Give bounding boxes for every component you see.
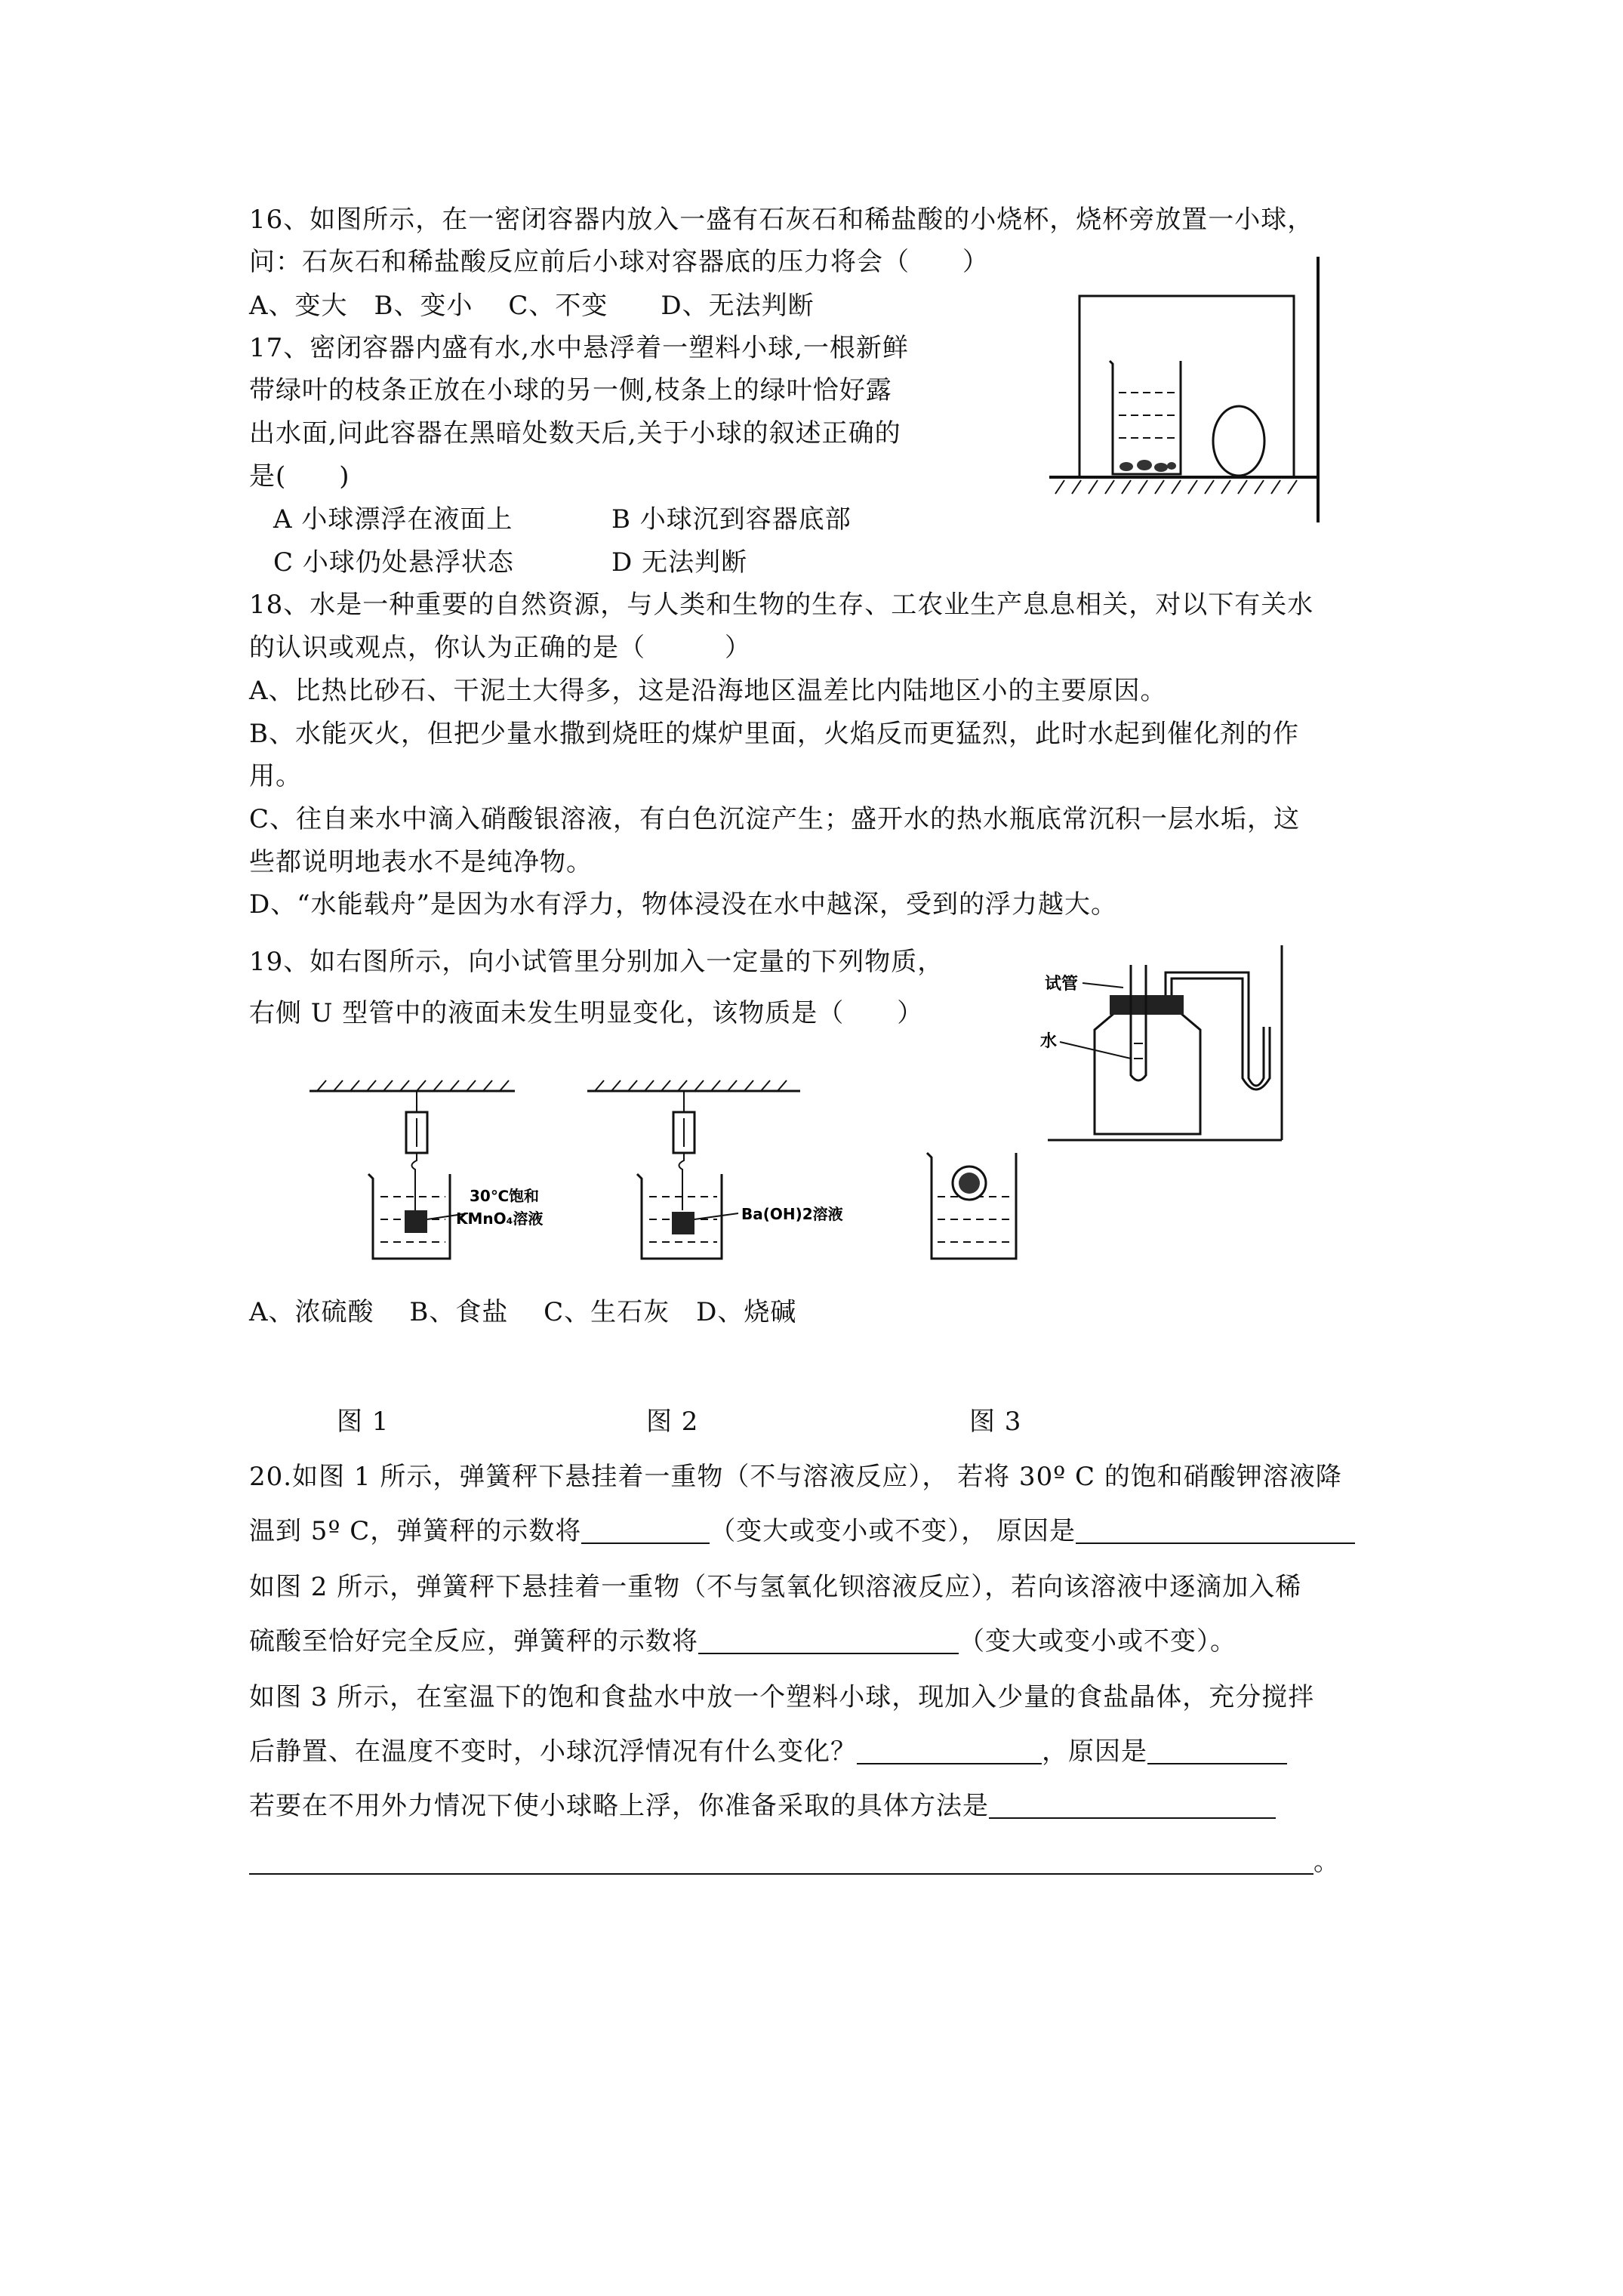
- q18-line1: 18、水是一种重要的自然资源，与人类和生物的生存、工农业生产息息相关，对以下有关水: [249, 590, 1314, 620]
- test-tube-apparatus-figure: [1025, 945, 1365, 1148]
- caption-figure-1: 图 1: [337, 1407, 390, 1437]
- q20-line7: [249, 1791, 1276, 1821]
- figure-3-beaker-ball: [927, 1153, 1016, 1259]
- answer-blank-3[interactable]: [698, 1629, 959, 1654]
- q18-option-c-line1: C、往自来水中滴入硝酸银溶液，有白色沉淀产生；盛开水的热水瓶底常沉积一层水垢，这: [249, 804, 1301, 834]
- q18-option-b-line1: B、水能灭火，但把少量水撒到烧旺的煤炉里面，火焰反而更猛烈，此时水起到催化剂的作: [249, 719, 1299, 749]
- q20-line7-text: 若要在不用外力情况下使小球略上浮，你准备采取的具体方法是: [249, 1791, 989, 1821]
- q20-line6: [249, 1737, 1287, 1767]
- q18-line2: 的认识或观点，你认为正确的是（ ）: [249, 633, 751, 663]
- q17-line1: 17、密闭容器内盛有水,水中悬浮着一塑料小球,一根新鲜: [249, 333, 909, 363]
- q16-line2: 问：石灰石和稀盐酸反应前后小球对容器底的压力将会（ ）: [249, 247, 989, 277]
- caption-figure-2: 图 2: [646, 1407, 699, 1437]
- q20-line3: 如图 2 所示，弹簧秤下悬挂着一重物（不与氢氧化钡溶液反应），若向该溶液中逐滴加入稀: [249, 1572, 1302, 1602]
- answer-blank-1[interactable]: [581, 1518, 710, 1544]
- q19-line1: 19、如右图所示，向小试管里分别加入一定量的下列物质，: [249, 947, 944, 977]
- container-figure: [1034, 257, 1359, 529]
- q20-line2: [249, 1516, 1355, 1546]
- answer-blank-7[interactable]: [249, 1849, 1313, 1875]
- fig1-solution-line1: 30℃饱和: [470, 1187, 540, 1205]
- label-test-tube: 试管: [1045, 975, 1079, 994]
- answer-blank-4[interactable]: [857, 1739, 1042, 1764]
- q18-option-a: A、比热比砂石、干泥土大得多，这是沿海地区温差比内陆地区小的主要原因。: [249, 676, 1167, 706]
- q17-option-b: B 小球沉到容器底部: [611, 504, 852, 535]
- q20-line6-text-a: 后静置、在温度不变时，小球沉浮情况有什么变化？: [249, 1737, 857, 1767]
- q17-option-c: C 小球仍处悬浮状态: [273, 547, 514, 578]
- q20-line4: [249, 1626, 1236, 1657]
- q16-line1: 16、如图所示，在一密闭容器内放入一盛有石灰石和稀盐酸的小烧杯，烧杯旁放置一小球，: [249, 205, 1314, 235]
- q20-line1: 20.如图 1 所示，弹簧秤下悬挂着一重物（不与溶液反应）， 若将 30º C 的饱和硝酸钾溶液降: [249, 1462, 1342, 1492]
- q17-line2: 带绿叶的枝条正放在小球的另一侧,枝条上的绿叶恰好露: [249, 375, 892, 405]
- q16-options: A、变大 B、变小 C、不变 D、无法判断: [249, 291, 815, 321]
- caption-figure-3: 图 3: [969, 1407, 1022, 1437]
- q18-option-b-line2: 用。: [249, 761, 302, 791]
- q20-line8-end: 。: [1313, 1847, 1340, 1877]
- q20-line2-text-b: （变大或变小或不变）， 原因是: [710, 1516, 1076, 1546]
- label-water: 水: [1040, 1032, 1058, 1051]
- figures-1-3: [302, 1068, 1072, 1272]
- q20-line4-text-b: （变大或变小或不变）。: [959, 1626, 1236, 1657]
- q20-line8: [249, 1847, 1340, 1877]
- figure-2-spring-scale: [587, 1080, 843, 1259]
- q19-line2: 右侧 U 型管中的液面未发生明显变化，该物质是（ ）: [249, 998, 924, 1028]
- q20-line6-text-b: ，原因是: [1042, 1737, 1147, 1767]
- q17-line3: 出水面,问此容器在黑暗处数天后,关于小球的叙述正确的: [249, 418, 901, 448]
- q20-line4-text-a: 硫酸至恰好完全反应，弹簧秤的示数将: [249, 1626, 698, 1657]
- q17-option-a: A 小球漂浮在液面上: [273, 504, 513, 535]
- answer-blank-6[interactable]: [989, 1793, 1276, 1819]
- q17-line4: 是( ): [249, 461, 350, 492]
- answer-blank-5[interactable]: [1147, 1739, 1287, 1764]
- q19-options: A、浓硫酸 B、食盐 C、生石灰 D、烧碱: [249, 1297, 797, 1327]
- fig1-solution-line2: KMnO₄溶液: [456, 1210, 544, 1228]
- q18-option-c-line2: 些都说明地表水不是纯净物。: [249, 847, 593, 877]
- q18-option-d: D、“水能载舟”是因为水有浮力，物体浸没在水中越深，受到的浮力越大。: [249, 889, 1118, 920]
- answer-blank-2[interactable]: [1076, 1518, 1355, 1544]
- figure-1-spring-scale: [310, 1080, 543, 1259]
- q20-line2-text-a: 温到 5º C，弹簧秤的示数将: [249, 1516, 582, 1546]
- q17-option-d: D 无法判断: [611, 547, 748, 578]
- q20-line5: 如图 3 所示，在室温下的饱和食盐水中放一个塑料小球，现加入少量的食盐晶体，充分搅拌: [249, 1682, 1315, 1712]
- fig2-solution-label: Ba(OH)2溶液: [741, 1205, 843, 1223]
